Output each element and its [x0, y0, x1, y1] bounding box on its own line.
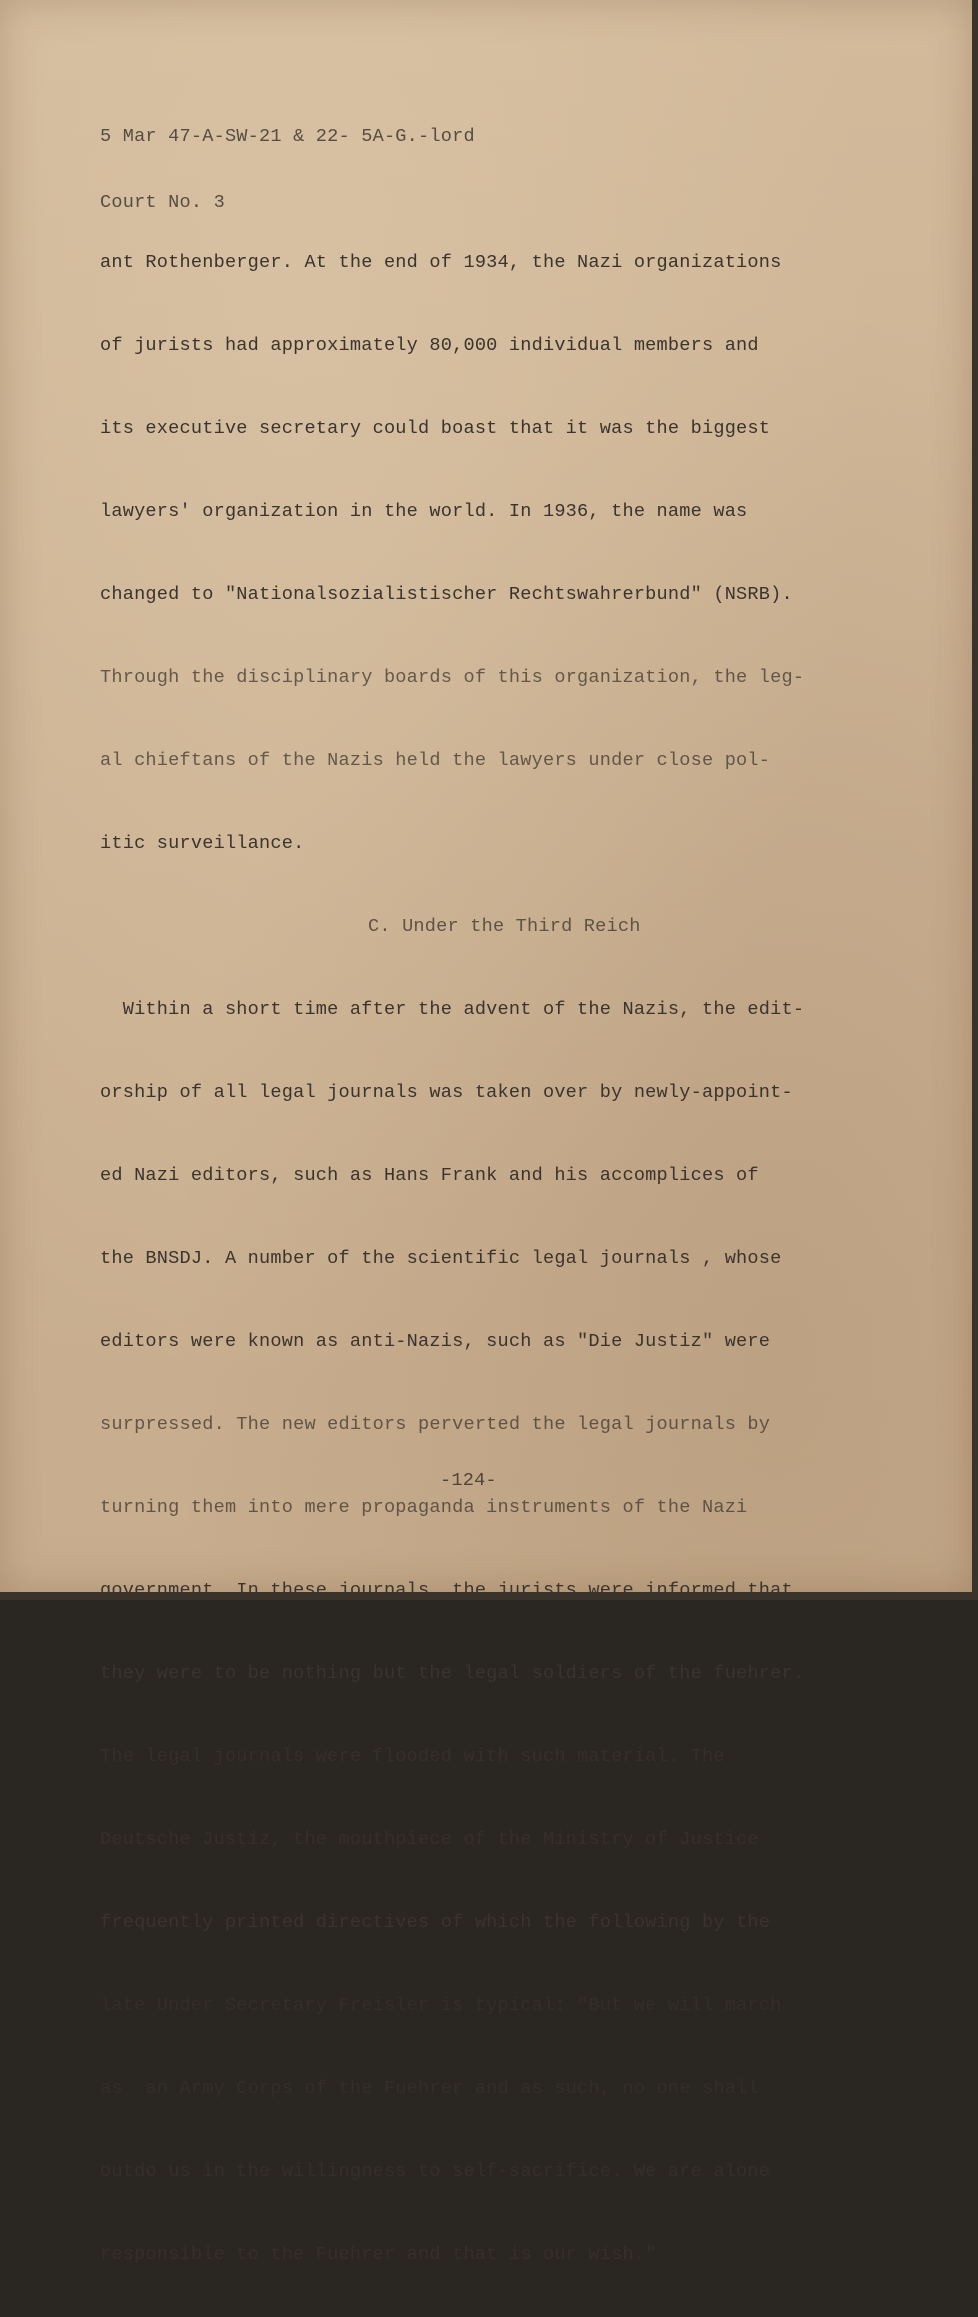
body-line: outdo us in the willingness to self-sacrifice. We are alone	[100, 2151, 870, 2192]
header-court-number: Court No. 3	[100, 192, 475, 214]
body-line: Deutsche Justiz, the mouthpiece of the Ministry of Justice	[100, 1819, 870, 1860]
body-line: Within a short time after the advent of the Nazis, the edit-	[100, 989, 870, 1030]
body-line: of jurists had approximately 80,000 individual members and	[100, 325, 870, 366]
body-line: as an Army Corps of the Fuehrer and as such, no one shall	[100, 2068, 870, 2109]
body-line: changed to "Nationalsozialistischer Rechtswahrerbund" (NSRB).	[100, 574, 870, 615]
body-line: lawyers' organization in the world. In 1936, the name was	[100, 491, 870, 532]
body-line: frequently printed directives of which the following by the	[100, 1902, 870, 1943]
body-line: orship of all legal journals was taken over by newly-appoint-	[100, 1072, 870, 1113]
page-number: -124-	[440, 1470, 497, 1492]
body-line: ed Nazi editors, such as Hans Frank and his accomplices of	[100, 1155, 870, 1196]
section-heading: C. Under the Third Reich	[100, 906, 870, 947]
body-line: editors were known as anti-Nazis, such as "Die Justiz" were	[100, 1321, 870, 1362]
body-line: government. In these journals, the jurists were informed that	[100, 1570, 870, 1611]
body-line: responsible to the Fuehrer and that is our wish."	[100, 2234, 870, 2275]
scan-edge-bottom	[0, 1592, 978, 1600]
body-line: turning them into mere propaganda instruments of the Nazi	[100, 1487, 870, 1528]
body-line: ant Rothenberger. At the end of 1934, the Nazi organizations	[100, 242, 870, 283]
scan-edge-right	[972, 0, 978, 1600]
body-line: the BNSDJ. A number of the scientific legal journals , whose	[100, 1238, 870, 1279]
header-file-reference: 5 Mar 47-A-SW-21 & 22- 5A-G.-lord	[100, 126, 475, 148]
body-line: late Under Secretary Freisler is typical: "But we will march	[100, 1985, 870, 2026]
body-line: The legal journals were flooded with such material. The	[100, 1736, 870, 1777]
body-line: al chieftans of the Nazis held the lawyers under close pol-	[100, 740, 870, 781]
document-body	[100, 200, 870, 2317]
body-line: itic surveillance.	[100, 823, 870, 864]
body-line: its executive secretary could boast that it was the biggest	[100, 408, 870, 449]
body-line: Through the disciplinary boards of this organization, the leg-	[100, 657, 870, 698]
body-line: surpressed. The new editors perverted the legal journals by	[100, 1404, 870, 1445]
body-line: they were to be nothing but the legal soldiers of the fuehrer.	[100, 1653, 870, 1694]
